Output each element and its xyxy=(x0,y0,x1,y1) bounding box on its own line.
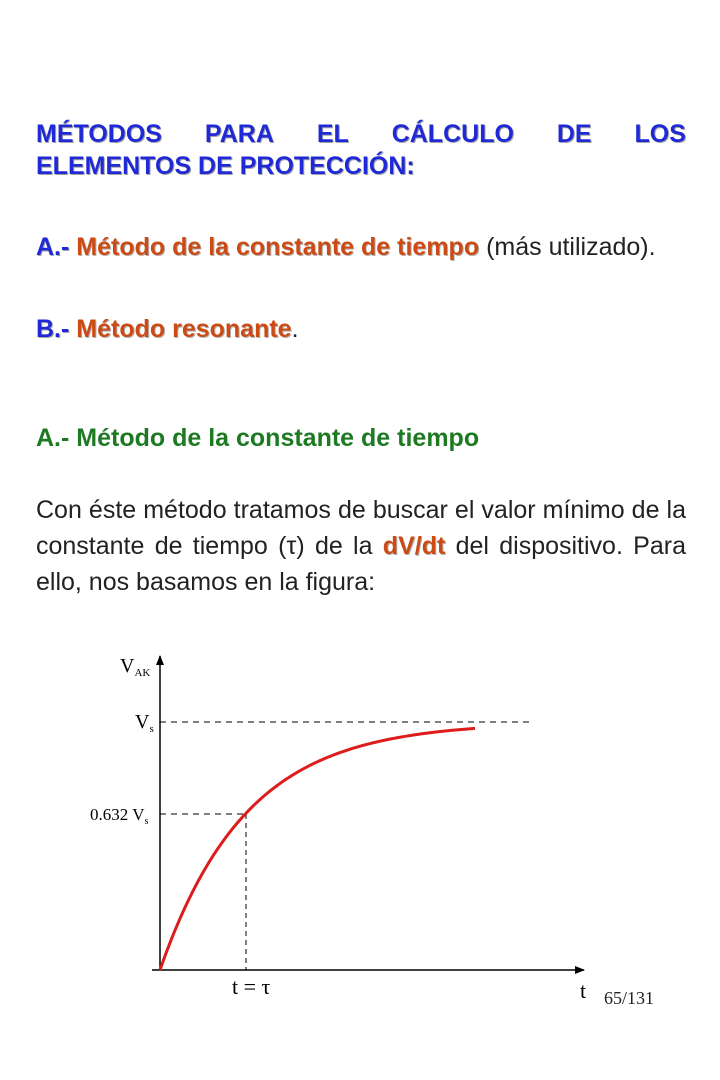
charging-curve xyxy=(160,728,475,970)
heading-word: EL xyxy=(316,120,349,148)
page-number: 65/131 xyxy=(604,988,655,1008)
heading-line-2: ELEMENTOS DE PROTECCIÓN: xyxy=(36,152,415,180)
paragraph-text-1: Con éste método tratamos de buscar el valor mínimo de la constante de tiempo ( xyxy=(36,496,686,560)
heading-word: CÁLCULO xyxy=(391,120,514,148)
method-b-line xyxy=(36,312,686,346)
method-a-line xyxy=(36,230,686,264)
method-a-name: Método de la constante de tiempo xyxy=(76,233,480,261)
method-b-name: Método resonante xyxy=(76,315,292,343)
heading-word: DE xyxy=(556,120,592,148)
heading-word: PARA xyxy=(204,120,274,148)
heading-word: MÉTODOS xyxy=(36,120,162,148)
mid-level-label: 0.632 $V_s$ xyxy=(90,805,149,827)
dvdt-keyword: dV/dt xyxy=(382,532,446,560)
paragraph-text-3: del dispositivo. Para ello, nos basamos en la figura: xyxy=(36,532,686,596)
paragraph-text-2: ) de la xyxy=(296,532,383,560)
method-b-suffix: . xyxy=(291,315,299,343)
t-tau-label: t = τ xyxy=(232,974,271,999)
method-b-prefix: B.- xyxy=(36,315,70,343)
body-paragraph xyxy=(36,492,686,600)
method-a-prefix: A.- xyxy=(36,233,70,261)
rc-charging-figure xyxy=(60,640,620,1000)
method-a-suffix: (más utilizado). xyxy=(486,233,656,261)
heading-word: LOS xyxy=(634,120,686,148)
x-axis-label: t xyxy=(580,978,587,1000)
tau-symbol: τ xyxy=(286,532,297,560)
y-axis-label: $V_{AK}$ xyxy=(120,655,151,679)
heading-line-1 xyxy=(36,118,686,150)
vs-label: $V_s$ xyxy=(135,711,154,735)
section-title: A.- Método de la constante de tiempo xyxy=(36,424,480,452)
section-heading xyxy=(36,118,686,182)
